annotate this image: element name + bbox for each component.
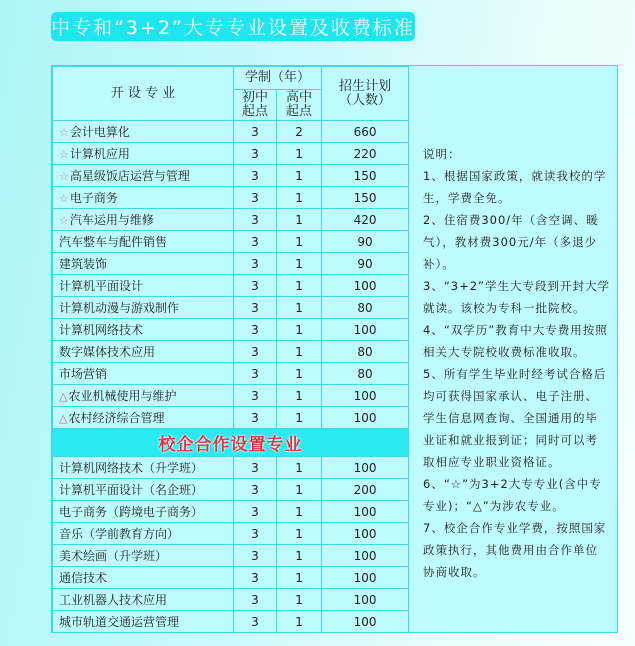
senior-cell: 1 — [277, 407, 322, 429]
major-name: 建筑装饰 — [59, 257, 108, 271]
major-name: 工业机器人技术应用 — [59, 593, 168, 607]
plan-cell: 220 — [322, 143, 409, 165]
major-name-cell — [53, 187, 234, 209]
header-row — [53, 67, 409, 90]
plan-cell: 80 — [322, 297, 409, 319]
junior-cell: 3 — [234, 209, 277, 231]
major-name-cell — [53, 501, 234, 523]
major-name: 农业机械使用与维护 — [68, 389, 177, 403]
major-name-cell — [53, 457, 234, 479]
major-name: 数字媒体技术应用 — [59, 345, 156, 359]
table-row — [53, 297, 409, 319]
junior-cell: 3 — [234, 457, 277, 479]
junior-cell: 3 — [234, 275, 277, 297]
major-name: 电子商务（跨境电子商务） — [59, 505, 204, 519]
plan-cell: 100 — [322, 407, 409, 429]
major-name-cell — [53, 275, 234, 297]
plan-cell: 80 — [322, 341, 409, 363]
senior-cell: 1 — [277, 385, 322, 407]
major-name: 计算机平面设计（名企班） — [59, 483, 204, 497]
junior-cell: 3 — [234, 501, 277, 523]
major-name: 农村经济综合管理 — [68, 411, 165, 425]
major-name-cell — [53, 523, 234, 545]
table-row — [53, 589, 409, 611]
major-name: 汽车运用与维修 — [69, 213, 154, 227]
senior-cell: 1 — [277, 253, 322, 275]
header-junior-line2: 起点 — [241, 104, 268, 119]
plan-cell: 80 — [322, 363, 409, 385]
table-row — [53, 341, 409, 363]
plan-cell: 90 — [322, 253, 409, 275]
major-name-cell — [53, 545, 234, 567]
senior-cell: 1 — [277, 545, 322, 567]
senior-cell: 1 — [277, 231, 322, 253]
senior-cell: 1 — [277, 319, 322, 341]
major-name-cell — [53, 209, 234, 231]
header-plan-line1: 招生计划 — [339, 78, 392, 94]
junior-cell: 3 — [234, 545, 277, 567]
note-item: 4、“双学历”教育中大专费用按照相关大专院校收费标准收取。 — [423, 323, 608, 359]
major-name-cell — [53, 121, 234, 143]
table-row — [53, 275, 409, 297]
junior-cell: 3 — [234, 143, 277, 165]
table-row — [53, 319, 409, 341]
plan-cell: 100 — [322, 457, 409, 479]
table-row — [53, 165, 409, 187]
junior-cell: 3 — [234, 611, 277, 633]
major-name-cell — [53, 363, 234, 385]
plan-cell: 100 — [322, 611, 409, 633]
major-name: 计算机应用 — [69, 147, 130, 161]
plan-cell: 150 — [322, 187, 409, 209]
table-row — [53, 253, 409, 275]
major-name-cell — [53, 385, 234, 407]
header-senior-line1: 高中 — [286, 90, 313, 105]
senior-cell: 1 — [277, 567, 322, 589]
junior-cell: 3 — [234, 567, 277, 589]
plan-cell: 100 — [322, 385, 409, 407]
header-junior-line1: 初中 — [241, 90, 268, 105]
plan-cell: 100 — [322, 589, 409, 611]
junior-cell: 3 — [234, 385, 277, 407]
header-junior — [234, 90, 277, 121]
plan-cell: 100 — [322, 523, 409, 545]
junior-cell: 3 — [234, 341, 277, 363]
major-name-cell — [53, 479, 234, 501]
major-name-cell — [53, 143, 234, 165]
senior-cell: 1 — [277, 457, 322, 479]
note-item: 2、住宿费300/年（含空调、暖气），教材费300元/年（多退少补）。 — [423, 213, 599, 271]
table-row — [53, 231, 409, 253]
table-row — [53, 567, 409, 589]
table-row — [53, 363, 409, 385]
note-item: 7、校企合作专业学费，按照国家政策执行，其他费用由合作单位协商收取。 — [423, 521, 607, 579]
junior-cell: 3 — [234, 187, 277, 209]
senior-cell: 1 — [277, 341, 322, 363]
major-name: 市场营销 — [59, 367, 108, 381]
triangle-icon: △ — [59, 412, 68, 425]
senior-cell: 1 — [277, 275, 322, 297]
table-row — [53, 501, 409, 523]
plan-cell: 100 — [322, 545, 409, 567]
major-name-cell — [53, 407, 234, 429]
table-row — [53, 209, 409, 231]
senior-cell: 1 — [277, 501, 322, 523]
table-row — [53, 611, 409, 633]
star-icon: ☆ — [59, 192, 69, 205]
note-item: 3、“3+2”学生大专段到开封大学就读。该校为专科一批院校。 — [423, 279, 610, 315]
senior-cell: 1 — [277, 523, 322, 545]
major-name-cell — [53, 589, 234, 611]
major-fee-table — [51, 65, 618, 633]
table-row — [53, 407, 409, 429]
plan-cell: 90 — [322, 231, 409, 253]
major-name-cell — [53, 319, 234, 341]
major-name: 会计电算化 — [69, 125, 130, 139]
plan-cell: 200 — [322, 479, 409, 501]
major-name: 计算机网络技术（升学班） — [59, 461, 204, 475]
major-name-cell — [53, 297, 234, 319]
senior-cell: 1 — [277, 297, 322, 319]
star-icon: ☆ — [59, 126, 69, 139]
major-name-cell — [53, 231, 234, 253]
plan-cell: 100 — [322, 501, 409, 523]
header-senior — [277, 90, 322, 121]
major-name-cell — [53, 341, 234, 363]
notes-panel — [408, 66, 618, 632]
senior-cell: 1 — [277, 611, 322, 633]
section-banner-row — [53, 429, 409, 457]
major-name: 美术绘画（升学班） — [59, 549, 168, 563]
senior-cell: 1 — [277, 165, 322, 187]
senior-cell: 1 — [277, 363, 322, 385]
major-name: 计算机平面设计 — [59, 279, 144, 293]
table-row — [53, 523, 409, 545]
major-name: 电子商务 — [69, 191, 118, 205]
table-row — [53, 385, 409, 407]
note-item: 1、根据国家政策，就读我校的学生，学费全免。 — [423, 169, 607, 205]
junior-cell: 3 — [234, 407, 277, 429]
star-icon: ☆ — [59, 148, 69, 161]
senior-cell: 1 — [277, 479, 322, 501]
junior-cell: 3 — [234, 231, 277, 253]
header-plan-line2: （人数） — [339, 92, 392, 108]
senior-cell: 1 — [277, 209, 322, 231]
senior-cell: 1 — [277, 187, 322, 209]
table-row — [53, 143, 409, 165]
major-name: 城市轨道交通运营管理 — [59, 615, 180, 629]
note-item: 6、“☆”为3+2大专专业(含中专专业)；“△”为涉农专业。 — [423, 477, 602, 513]
major-name: 高星级饭店运营与管理 — [69, 169, 190, 183]
page-title: 中专和“3+2”大专专业设置及收费标准 — [51, 12, 415, 41]
plan-cell: 100 — [322, 275, 409, 297]
star-icon: ☆ — [59, 214, 69, 227]
junior-cell: 3 — [234, 121, 277, 143]
triangle-icon: △ — [59, 390, 68, 403]
plan-cell: 150 — [322, 165, 409, 187]
junior-cell: 3 — [234, 589, 277, 611]
major-name: 音乐（学前教育方向） — [59, 527, 180, 541]
major-name: 计算机动漫与游戏制作 — [59, 301, 180, 315]
major-name: 计算机网络技术 — [59, 323, 144, 337]
header-plan — [322, 67, 409, 121]
major-name-cell — [53, 611, 234, 633]
major-name: 通信技术 — [59, 571, 108, 585]
junior-cell: 3 — [234, 523, 277, 545]
major-name-cell — [53, 253, 234, 275]
junior-cell: 3 — [234, 253, 277, 275]
major-name-cell — [53, 567, 234, 589]
senior-cell: 2 — [277, 121, 322, 143]
junior-cell: 3 — [234, 165, 277, 187]
notes-heading: 说明： — [423, 147, 461, 161]
senior-cell: 1 — [277, 143, 322, 165]
junior-cell: 3 — [234, 363, 277, 385]
note-item: 5、所有学生毕业时经考试合格后均可获得国家承认、电子注册、学生信息网查询、全国通用的毕业证和就业报到证；同时可以考取相应专业职业资格证。 — [423, 367, 607, 469]
junior-cell: 3 — [234, 319, 277, 341]
table-row — [53, 187, 409, 209]
plan-cell: 100 — [322, 319, 409, 341]
header-major: 开 设 专 业 — [53, 67, 234, 121]
junior-cell: 3 — [234, 479, 277, 501]
section-banner: 校企合作设置专业 — [53, 429, 409, 457]
header-duration: 学制（年） — [234, 67, 322, 90]
majors-grid — [52, 66, 409, 633]
major-name: 汽车整车与配件销售 — [59, 235, 168, 249]
plan-cell: 420 — [322, 209, 409, 231]
major-name-cell — [53, 165, 234, 187]
table-row — [53, 457, 409, 479]
table-row — [53, 479, 409, 501]
plan-cell: 100 — [322, 567, 409, 589]
junior-cell: 3 — [234, 297, 277, 319]
star-icon: ☆ — [59, 170, 69, 183]
senior-cell: 1 — [277, 589, 322, 611]
plan-cell: 660 — [322, 121, 409, 143]
header-senior-line2: 起点 — [286, 104, 313, 119]
table-row — [53, 121, 409, 143]
table-row — [53, 545, 409, 567]
